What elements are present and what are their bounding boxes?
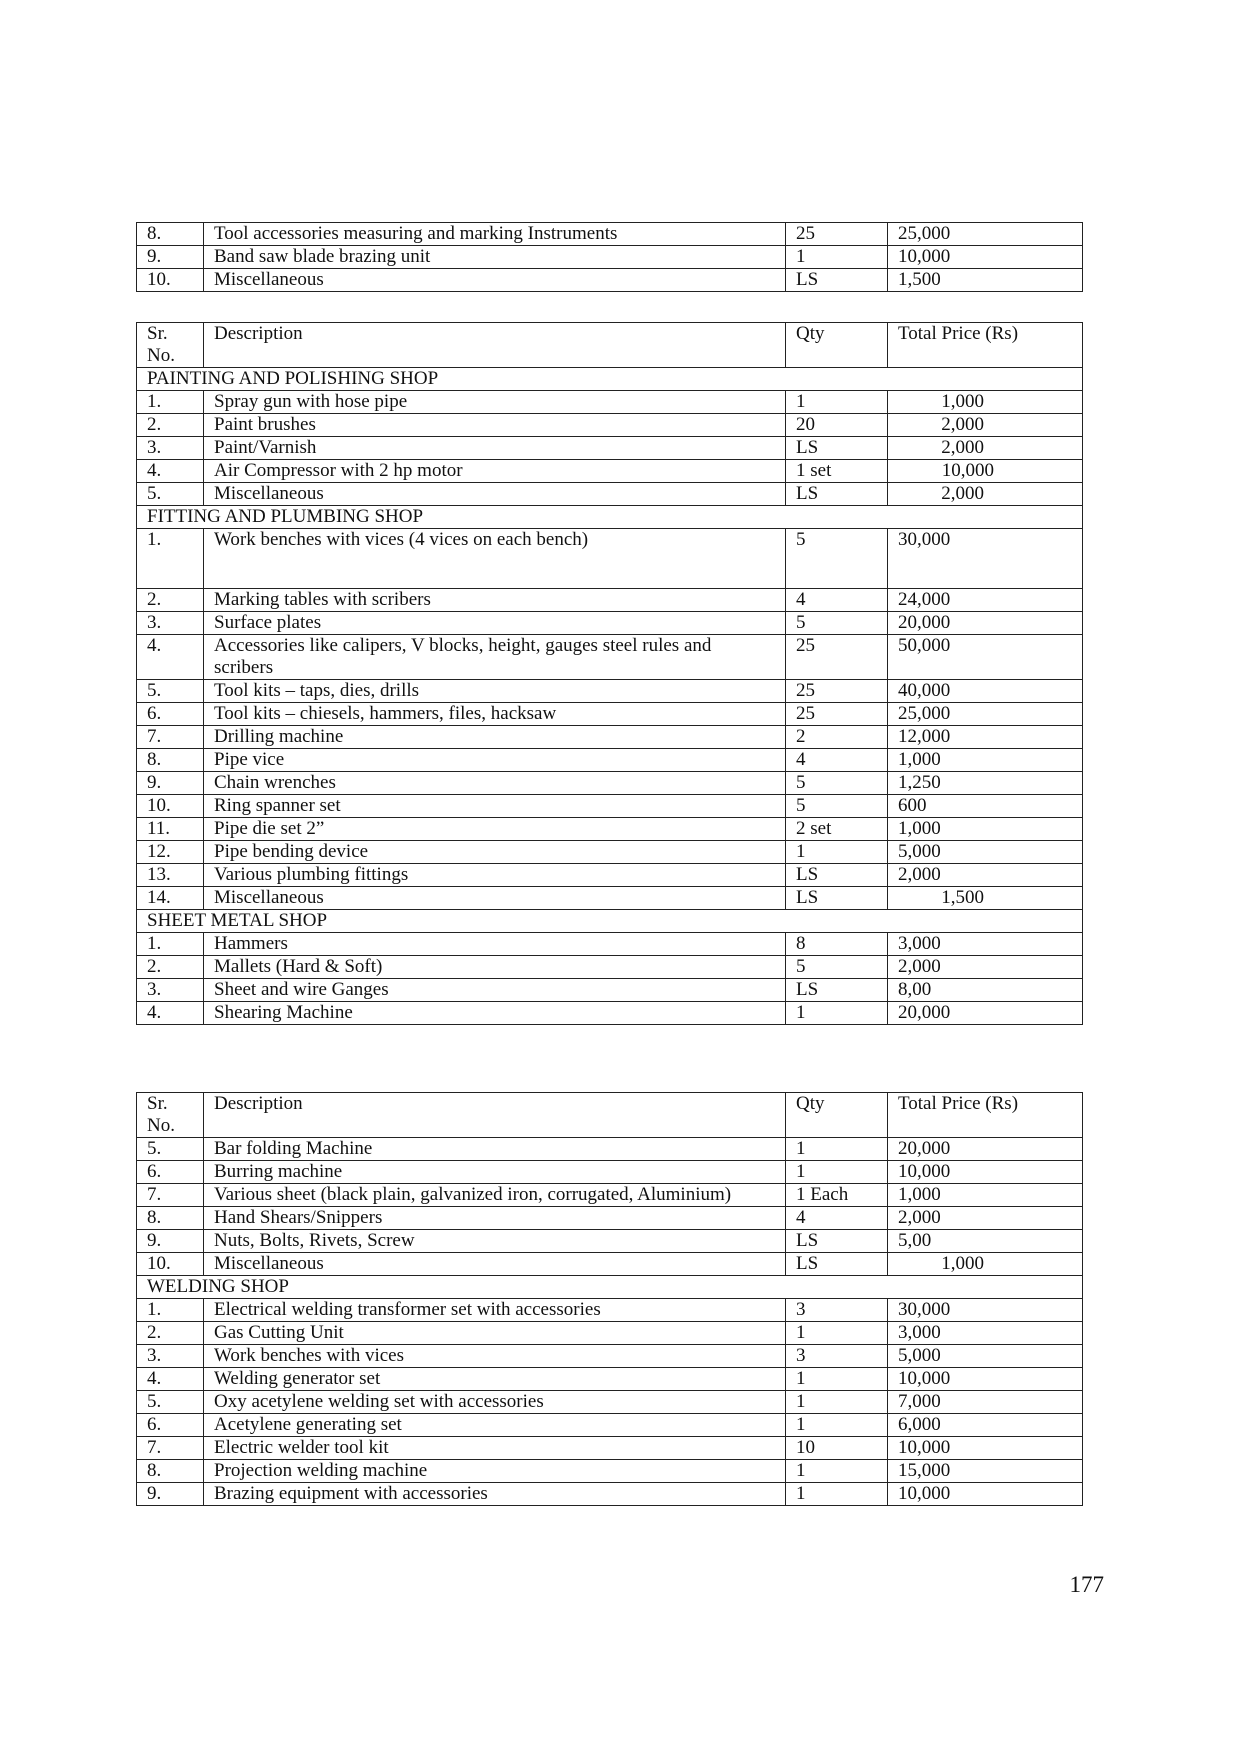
sr-cell: 6. (137, 1161, 204, 1184)
qty-cell: 1 set (786, 460, 888, 483)
price-cell: 1,250 (888, 772, 1083, 795)
qty-cell: LS (786, 1230, 888, 1253)
table-row (137, 1207, 1083, 1230)
price-cell: 50,000 (888, 635, 1083, 680)
table-row (137, 841, 1083, 864)
description-cell: Acetylene generating set (204, 1414, 786, 1437)
sheet-metal-welding-table (136, 1092, 1083, 1506)
sr-cell: 3. (137, 979, 204, 1002)
price-cell: 3,000 (888, 1322, 1083, 1345)
table-row (137, 589, 1083, 612)
price-cell: 8,00 (888, 979, 1083, 1002)
description-cell: Pipe vice (204, 749, 786, 772)
description-cell: Miscellaneous (204, 269, 786, 292)
qty-cell: 25 (786, 680, 888, 703)
table-row (137, 391, 1083, 414)
table-row (137, 1460, 1083, 1483)
table-row (137, 1002, 1083, 1025)
section-heading-row (137, 368, 1083, 391)
sr-cell: 9. (137, 246, 204, 269)
qty-cell: 10 (786, 1437, 888, 1460)
section-heading-row (137, 506, 1083, 529)
description-cell: Gas Cutting Unit (204, 1322, 786, 1345)
description-cell: Tool accessories measuring and marking Instruments (204, 223, 786, 246)
sr-cell: 2. (137, 1322, 204, 1345)
sr-cell: 2. (137, 414, 204, 437)
equipment-table-continued (136, 222, 1083, 292)
price-cell: 24,000 (888, 589, 1083, 612)
description-cell: Electrical welding transformer set with accessories (204, 1299, 786, 1322)
sr-cell: 1. (137, 933, 204, 956)
qty-cell: LS (786, 864, 888, 887)
table-row (137, 414, 1083, 437)
sr-cell: 3. (137, 437, 204, 460)
description-cell: Sheet and wire Ganges (204, 979, 786, 1002)
table-row (137, 703, 1083, 726)
header-total-price: Total Price (Rs) (888, 323, 1083, 368)
qty-cell: 5 (786, 956, 888, 979)
qty-cell: 4 (786, 749, 888, 772)
header-description: Description (204, 323, 786, 368)
sr-cell: 7. (137, 726, 204, 749)
qty-cell: 3 (786, 1299, 888, 1322)
table-row (137, 680, 1083, 703)
sr-cell: 9. (137, 772, 204, 795)
price-cell: 25,000 (888, 223, 1083, 246)
price-cell: 10,000 (888, 1161, 1083, 1184)
qty-cell: 1 (786, 1414, 888, 1437)
price-cell: 2,000 (888, 864, 1083, 887)
price-cell: 20,000 (888, 1002, 1083, 1025)
description-cell: Projection welding machine (204, 1460, 786, 1483)
description-cell: Nuts, Bolts, Rivets, Screw (204, 1230, 786, 1253)
sr-cell: 2. (137, 589, 204, 612)
header-total-price: Total Price (Rs) (888, 1093, 1083, 1138)
sr-cell: 7. (137, 1437, 204, 1460)
qty-cell: 1 (786, 1138, 888, 1161)
price-cell: 600 (888, 795, 1083, 818)
qty-cell: LS (786, 437, 888, 460)
description-cell: Pipe die set 2” (204, 818, 786, 841)
table-row (137, 1299, 1083, 1322)
sr-cell: 4. (137, 1368, 204, 1391)
price-cell: 6,000 (888, 1414, 1083, 1437)
price-cell: 7,000 (888, 1391, 1083, 1414)
description-cell: Oxy acetylene welding set with accessories (204, 1391, 786, 1414)
price-cell: 1,500 (888, 269, 1083, 292)
qty-cell: 20 (786, 414, 888, 437)
table-row (137, 1437, 1083, 1460)
sr-cell: 6. (137, 703, 204, 726)
price-cell: 20,000 (888, 612, 1083, 635)
price-cell: 12,000 (888, 726, 1083, 749)
description-cell: Chain wrenches (204, 772, 786, 795)
section-title: PAINTING AND POLISHING SHOP (137, 368, 1083, 391)
table-row (137, 1345, 1083, 1368)
qty-cell: LS (786, 269, 888, 292)
table-row (137, 1368, 1083, 1391)
table-row (137, 887, 1083, 910)
description-cell: Various plumbing fittings (204, 864, 786, 887)
table-row (137, 956, 1083, 979)
header-sr-no: Sr. No. (137, 323, 204, 368)
sr-cell: 11. (137, 818, 204, 841)
qty-cell: 1 (786, 1391, 888, 1414)
sr-cell: 3. (137, 612, 204, 635)
sr-cell: 4. (137, 1002, 204, 1025)
page-number: 177 (1069, 1572, 1104, 1597)
description-cell: Band saw blade brazing unit (204, 246, 786, 269)
price-cell: 2,000 (888, 483, 1083, 506)
sr-cell: 1. (137, 391, 204, 414)
price-cell: 10,000 (888, 246, 1083, 269)
table-row (137, 795, 1083, 818)
description-cell: Air Compressor with 2 hp motor (204, 460, 786, 483)
table-row (137, 772, 1083, 795)
qty-cell: 1 (786, 1002, 888, 1025)
price-cell: 1,500 (888, 887, 1083, 910)
description-cell: Spray gun with hose pipe (204, 391, 786, 414)
table-row (137, 749, 1083, 772)
section-heading-row (137, 1276, 1083, 1299)
description-cell: Brazing equipment with accessories (204, 1483, 786, 1506)
description-cell: Drilling machine (204, 726, 786, 749)
sr-cell: 5. (137, 483, 204, 506)
description-cell: Welding generator set (204, 1368, 786, 1391)
price-cell: 20,000 (888, 1138, 1083, 1161)
qty-cell: 5 (786, 612, 888, 635)
table-row (137, 818, 1083, 841)
description-cell: Work benches with vices (4 vices on each bench) (204, 529, 786, 589)
qty-cell: 2 (786, 726, 888, 749)
price-cell: 1,000 (888, 1253, 1083, 1276)
qty-cell: 3 (786, 1345, 888, 1368)
sr-cell: 5. (137, 1138, 204, 1161)
header-description: Description (204, 1093, 786, 1138)
qty-cell: 4 (786, 589, 888, 612)
section-heading-row (137, 910, 1083, 933)
price-cell: 10,000 (888, 1368, 1083, 1391)
price-cell: 25,000 (888, 703, 1083, 726)
sr-cell: 9. (137, 1483, 204, 1506)
qty-cell: 1 (786, 1460, 888, 1483)
price-cell: 2,000 (888, 414, 1083, 437)
section-title: WELDING SHOP (137, 1276, 1083, 1299)
table-row (137, 1184, 1083, 1207)
section-title: SHEET METAL SHOP (137, 910, 1083, 933)
table-row (137, 246, 1083, 269)
table-row (137, 933, 1083, 956)
sr-cell: 8. (137, 1207, 204, 1230)
table-row (137, 979, 1083, 1002)
table-header-row (137, 323, 1083, 368)
description-cell: Bar folding Machine (204, 1138, 786, 1161)
sr-cell: 8. (137, 1460, 204, 1483)
description-cell: Shearing Machine (204, 1002, 786, 1025)
qty-cell: 25 (786, 703, 888, 726)
table-row (137, 1253, 1083, 1276)
sr-cell: 6. (137, 1414, 204, 1437)
qty-cell: 1 (786, 246, 888, 269)
qty-cell: 5 (786, 529, 888, 589)
price-cell: 1,000 (888, 818, 1083, 841)
qty-cell: 2 set (786, 818, 888, 841)
price-cell: 1,000 (888, 749, 1083, 772)
sr-cell: 10. (137, 269, 204, 292)
description-cell: Paint brushes (204, 414, 786, 437)
table-row (137, 612, 1083, 635)
description-cell: Electric welder tool kit (204, 1437, 786, 1460)
table-row (137, 1483, 1083, 1506)
table-header-row (137, 1093, 1083, 1138)
header-sr-no: Sr. No. (137, 1093, 204, 1138)
table-row (137, 1414, 1083, 1437)
description-cell: Accessories like calipers, V blocks, height, gauges steel rules and scribers (204, 635, 786, 680)
sr-cell: 1. (137, 529, 204, 589)
sr-cell: 14. (137, 887, 204, 910)
qty-cell: 1 (786, 391, 888, 414)
qty-cell: 1 Each (786, 1184, 888, 1207)
qty-cell: 1 (786, 1161, 888, 1184)
price-cell: 10,000 (888, 460, 1083, 483)
qty-cell: 1 (786, 1483, 888, 1506)
description-cell: Burring machine (204, 1161, 786, 1184)
description-cell: Miscellaneous (204, 887, 786, 910)
description-cell: Pipe bending device (204, 841, 786, 864)
table-row (137, 529, 1083, 589)
description-cell: Hand Shears/Snippers (204, 1207, 786, 1230)
qty-cell: 1 (786, 1368, 888, 1391)
price-cell: 1,000 (888, 1184, 1083, 1207)
section-title: FITTING AND PLUMBING SHOP (137, 506, 1083, 529)
description-cell: Surface plates (204, 612, 786, 635)
sr-cell: 10. (137, 1253, 204, 1276)
sr-cell: 12. (137, 841, 204, 864)
price-cell: 30,000 (888, 1299, 1083, 1322)
description-cell: Mallets (Hard & Soft) (204, 956, 786, 979)
sr-cell: 2. (137, 956, 204, 979)
table-row (137, 635, 1083, 680)
table-row (137, 1161, 1083, 1184)
qty-cell: 25 (786, 223, 888, 246)
table-row (137, 437, 1083, 460)
price-cell: 5,000 (888, 841, 1083, 864)
description-cell: Various sheet (black plain, galvanized iron, corrugated, Aluminium) (204, 1184, 786, 1207)
qty-cell: LS (786, 1253, 888, 1276)
description-cell: Hammers (204, 933, 786, 956)
price-cell: 15,000 (888, 1460, 1083, 1483)
qty-cell: 8 (786, 933, 888, 956)
sr-cell: 5. (137, 680, 204, 703)
sr-cell: 1. (137, 1299, 204, 1322)
price-cell: 10,000 (888, 1483, 1083, 1506)
sr-cell: 13. (137, 864, 204, 887)
table-row (137, 483, 1083, 506)
sr-cell: 5. (137, 1391, 204, 1414)
workshop-equipment-table (136, 322, 1083, 1025)
table-row (137, 1322, 1083, 1345)
qty-cell: 5 (786, 795, 888, 818)
qty-cell: LS (786, 979, 888, 1002)
table-row (137, 223, 1083, 246)
sr-cell: 8. (137, 749, 204, 772)
price-cell: 10,000 (888, 1437, 1083, 1460)
description-cell: Paint/Varnish (204, 437, 786, 460)
header-qty: Qty (786, 1093, 888, 1138)
sr-cell: 4. (137, 460, 204, 483)
description-cell: Tool kits – taps, dies, drills (204, 680, 786, 703)
table-row (137, 269, 1083, 292)
table-row (137, 864, 1083, 887)
description-cell: Ring spanner set (204, 795, 786, 818)
qty-cell: LS (786, 483, 888, 506)
price-cell: 2,000 (888, 437, 1083, 460)
qty-cell: 1 (786, 1322, 888, 1345)
table-row (137, 460, 1083, 483)
sr-cell: 4. (137, 635, 204, 680)
description-cell: Work benches with vices (204, 1345, 786, 1368)
description-cell: Miscellaneous (204, 483, 786, 506)
table-row (137, 1138, 1083, 1161)
price-cell: 5,00 (888, 1230, 1083, 1253)
qty-cell: LS (786, 887, 888, 910)
qty-cell: 25 (786, 635, 888, 680)
price-cell: 2,000 (888, 1207, 1083, 1230)
price-cell: 5,000 (888, 1345, 1083, 1368)
description-cell: Miscellaneous (204, 1253, 786, 1276)
qty-cell: 1 (786, 841, 888, 864)
sr-cell: 9. (137, 1230, 204, 1253)
sr-cell: 10. (137, 795, 204, 818)
description-cell: Tool kits – chiesels, hammers, files, hacksaw (204, 703, 786, 726)
price-cell: 30,000 (888, 529, 1083, 589)
table-row (137, 1230, 1083, 1253)
price-cell: 2,000 (888, 956, 1083, 979)
qty-cell: 5 (786, 772, 888, 795)
price-cell: 40,000 (888, 680, 1083, 703)
price-cell: 3,000 (888, 933, 1083, 956)
qty-cell: 4 (786, 1207, 888, 1230)
header-qty: Qty (786, 323, 888, 368)
description-cell: Marking tables with scribers (204, 589, 786, 612)
sr-cell: 3. (137, 1345, 204, 1368)
sr-cell: 8. (137, 223, 204, 246)
table-row (137, 726, 1083, 749)
price-cell: 1,000 (888, 391, 1083, 414)
table-row (137, 1391, 1083, 1414)
sr-cell: 7. (137, 1184, 204, 1207)
